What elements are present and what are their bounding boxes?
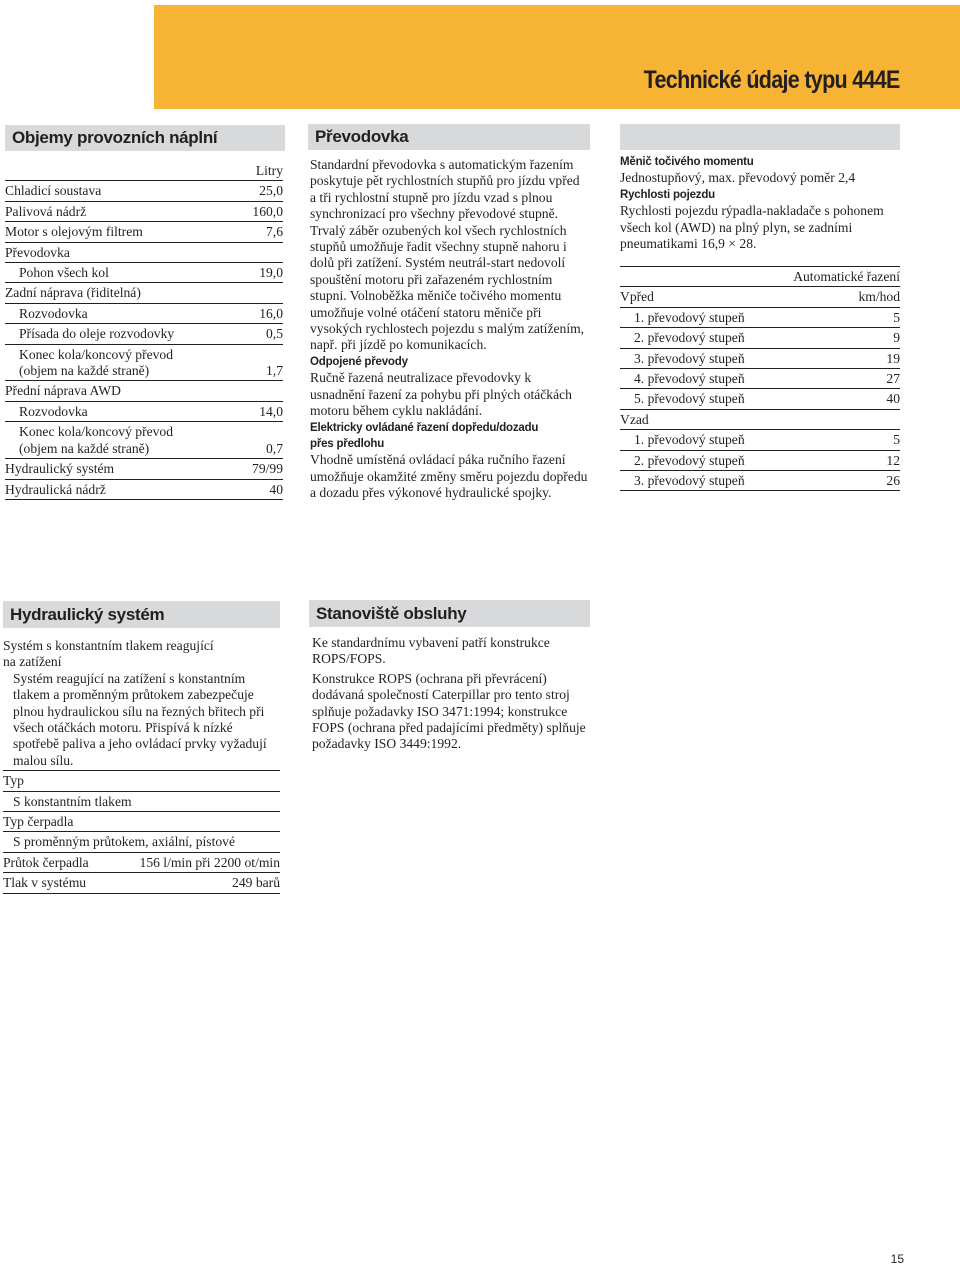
table-row: S konstantním tlakem: [3, 792, 280, 812]
table-row: Přední náprava AWD: [5, 381, 283, 401]
hydraulic-line: na zatížení: [3, 654, 62, 670]
table-row: Konec kola/koncový převod (objem na každé straně) 1,7: [5, 345, 283, 382]
operator-paragraph: Ke standardnímu vybavení patří konstrukce ROPS/FOPS.: [312, 635, 550, 667]
subheading: přes předlohu: [310, 437, 385, 450]
table-row: 3. převodový stupeň 26: [620, 471, 900, 491]
transmission-heading: Převodovka: [308, 124, 590, 150]
subheading: Elektricky ovládané řazení dopředu/dozadu: [310, 421, 539, 434]
table-row: Převodovka: [5, 243, 283, 263]
fills-unit: Litry: [255, 163, 283, 178]
table-row: 4. převodový stupeň 27: [620, 369, 900, 389]
table-row: Hydraulická nádrž 40: [5, 480, 283, 500]
transmission-text: [310, 157, 588, 502]
subheading: Odpojené převody: [310, 355, 408, 368]
page-number: 15: [890, 1252, 904, 1266]
table-row: Vpřed km/hod: [620, 287, 900, 307]
table-row: S proměnným průtokem, axiální, pístové: [3, 832, 280, 852]
speed-table: [620, 266, 900, 491]
table-row: Vzad: [620, 410, 900, 430]
transmission-paragraph: Standardní převodovka s automatickým řazením poskytuje pět rychlostních stupňů pro jízdu vpřed a tři rychlostní stupně pro jízdu vzad s plnou synchronizací pro všechny převodové stupně. Trvalý záběr ozubených kol všech rychlostních stupňů umožňuje řadit všechny stupně nahoru i dolů při zatížení. Systém neutrál-start nedovolí spouštění motoru při zařazeném rychlostním stupni. Volnoběžka měniče točivého momentu umožňuje volné otáčení statoru měniče při vysokých rychlostech pojezdu s malým zatížením, např. při jízdě po komunikacích.: [310, 157, 585, 353]
table-row: Typ: [3, 771, 280, 791]
table-row: Pohon všech kol 19,0: [5, 263, 283, 283]
table-row: Hydraulický systém 79/99: [5, 459, 283, 479]
table-row: 3. převodový stupeň 19: [620, 349, 900, 369]
operator-heading: Stanoviště obsluhy: [309, 600, 590, 627]
table-row: 2. převodový stupeň 12: [620, 451, 900, 471]
header-banner: [154, 5, 960, 109]
table-row: Palivová nádrž 160,0: [5, 202, 283, 222]
hydraulic-line: Systém s konstantním tlakem reagující: [3, 638, 214, 653]
table-row: Zadní náprava (řiditelná): [5, 283, 283, 303]
hydraulic-desc-row: Systém reagující na zatížení s konstantním tlakem a proměnným průtokem zabezpečuje plnou hydraulickou sílu na řezných břitech při všech otáčkách motoru. Přispívá k nízké spotřebě paliva a jeho ovládací prvky vyžadují malou sílu.: [3, 671, 280, 771]
table-row: Rozvodovka 16,0: [5, 304, 283, 324]
subheading: Měnič točivého momentu: [620, 156, 754, 168]
table-row: Tlak v systému 249 barů: [3, 873, 280, 893]
table-row: 2. převodový stupeň 9: [620, 328, 900, 348]
converter-text: [620, 154, 900, 252]
page-title: Technické údaje typu 444E: [643, 66, 900, 94]
table-row: 5. převodový stupeň 40: [620, 389, 900, 409]
table-row: 1. převodový stupeň 5: [620, 430, 900, 450]
table-row: Typ čerpadla: [3, 812, 280, 832]
fills-heading: Objemy provozních náplní: [5, 125, 285, 151]
hydraulic-section: [3, 638, 280, 894]
table-row: Motor s olejovým filtrem 7,6: [5, 222, 283, 242]
table-row: Konec kola/koncový převod (objem na každé straně) 0,7: [5, 422, 283, 459]
transmission-paragraph: Ručně řazená neutralizace převodovky k usnadnění řazení za pohybu při plných otáčkách motoru během cyklu nakládání.: [310, 370, 572, 419]
table-row: Průtok čerpadla 156 l/min při 2200 ot/min: [3, 853, 280, 873]
table-header-row: Automatické řazení: [620, 267, 900, 287]
operator-paragraph: Konstrukce ROPS (ochrana při převrácení) dodávaná společností Caterpillar pro tento stroj splňuje požadavky ISO 3471:1994; konstrukce FOPS (ochrana před padajícími předměty) splňuje požadavky ISO 3449:1992.: [312, 670, 586, 752]
table-row: 1. převodový stupeň 5: [620, 308, 900, 328]
table-row: Chladicí soustava 25,0: [5, 181, 283, 201]
table-row: Přísada do oleje rozvodovky 0,5: [5, 324, 283, 344]
converter-paragraph: Jednostupňový, max. převodový poměr 2,4: [620, 170, 856, 186]
fills-unit-row: [5, 161, 283, 181]
converter-paragraph: Rychlosti pojezdu rýpadla-nakladače s pohonem všech kol (AWD) na plný plyn, se zadními pneumatikami 16,9 × 28.: [620, 203, 884, 252]
subheading: Rychlosti pojezdu: [620, 188, 715, 201]
operator-section: [312, 635, 590, 753]
column3-heading-bar: [620, 124, 900, 150]
fills-table: [5, 161, 283, 500]
table-row: Rozvodovka 14,0: [5, 402, 283, 422]
transmission-paragraph: Vhodně umístěná ovládací páka ručního řazení umožňuje okamžité změny směru pojezdu dopředu a dozadu přes výkonové hydraulické spojky.: [310, 452, 588, 501]
hydraulic-heading: Hydraulický systém: [3, 601, 280, 628]
